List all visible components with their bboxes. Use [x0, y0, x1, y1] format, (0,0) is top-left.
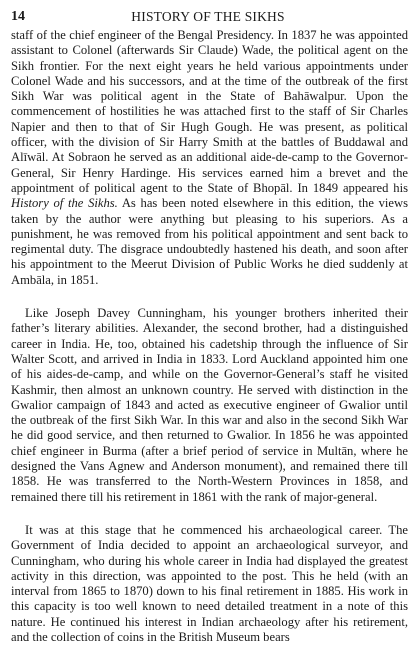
paragraph-archaeological-career: It was at this stage that he commenced his archaeological career. The Government of India decided to appoint an archaeological surveyor, and Cunningham, who during his whole career in India had displayed the greatest activity in this direction, was appointed to the post. This he held (with an interval from 1865 to 1870) down to his final retirement in 1885. His work in this capacity is too well known to need detailed treatment in a note of this nature. He continued his interest in Indian archaeology after his retirement, and the collection of coins in the British Museum bears	[11, 522, 408, 644]
page-number: 14	[11, 9, 25, 24]
body-text	[11, 28, 408, 645]
paragraph-text: staff of the chief engineer of the Bengal Presidency. In 1837 he was appointed assistant to Colonel (afterwards Sir Claude) Wade, the political agent on the Sikh frontier. For the next eight years he held various appointments under Colonel Wade and his successors, and at the time of the outbreak of the first Sikh War was political agent in the State of Bahāwalpur. Upon the commencement of hostilities he was attached first to the staff of Sir Charles Napier and then to that of Sir Hugh Gough. He was present, as political officer, with the division of Sir Harry Smith at the battles of Buddawal and Alīwāl. At Sobraon he served as an additional aide-de-camp to the Governor-General, Sir Henry Hardinge. His services earned him a brevet and the appointment of political agent to the State of Bhopāl. In 1849 appeared his	[11, 28, 408, 195]
book-title: History of the Sikhs.	[11, 196, 118, 211]
page-header	[8, 6, 408, 28]
paragraph-joseph-cunningham-career	[11, 28, 408, 288]
paragraph-text: As has been noted elsewhere in this edition, the views taken by the author were anything but pleasing to his superiors. As a punishment, he was removed from his political appointment and sent back to regimental duty. The disgrace undoubtedly hastened his death, and soon after his appointment to the Meerut Division of Public Works he died suddenly at Ambāla, in 1851.	[11, 196, 408, 287]
running-head: HISTORY OF THE SIKHS	[131, 9, 285, 24]
paragraph-alexander-cunningham: Like Joseph Davey Cunningham, his younger brothers inherited their father’s literary abilities. Alexander, the second brother, had a distinguished career in India. He, too, obtained his cadetship through the influence of Sir Walter Scott, and arrived in India in 1833. Lord Auckland appointed him one of his aides-de-camp, and while on the Governor-General’s staff he visited Kashmir, then almost an unknown country. He served with distinction in the Gwalior campaign of 1843 and acted as executive engineer of Gwalior until the outbreak of the first Sikh War. In this war and also in the second Sikh War he did good service, and then returned to Gwalior. In 1856 he was appointed chief engineer in Burma (after a brief period of service in Multān, where he designed the Vans Agnew and Anderson monument), and remained there till 1858. He was transferred to the North-Western Provinces in 1858, and remained there till his retirement in 1861 with the rank of major-general.	[11, 306, 408, 504]
